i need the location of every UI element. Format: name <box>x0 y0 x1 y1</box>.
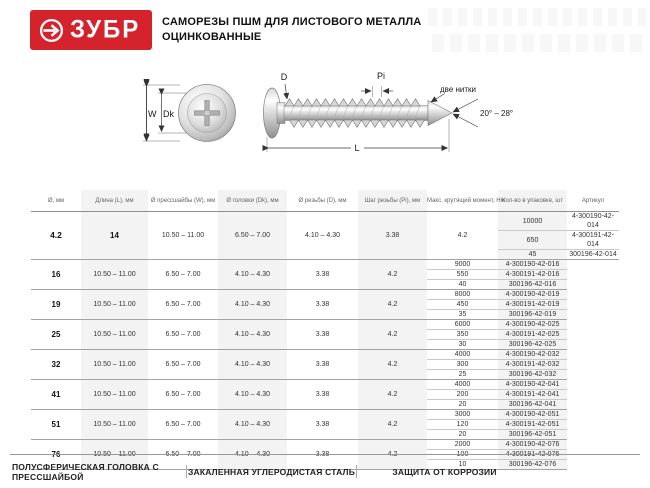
thread-pitch-cell: 3.38 <box>287 440 358 470</box>
article-cell: 300196-42-014 <box>567 250 619 260</box>
table-row <box>31 212 619 231</box>
washer-diameter-cell: 10.50 – 11.00 <box>81 290 148 320</box>
article-cell: 4-300191-42-041 <box>498 390 567 400</box>
col-header-head: Ø головки (Dk), мм <box>218 190 287 212</box>
pack-qty-cell: 4000 <box>427 380 498 390</box>
length-group-14 <box>31 212 619 260</box>
pack-qty-cell: 35 <box>427 310 498 320</box>
article-cell: 4-300190-42-051 <box>498 410 567 420</box>
head-diameter-cell: 6.50 – 7.00 <box>148 320 218 350</box>
screw-diagram <box>0 0 650 190</box>
head-diameter-cell: 6.50 – 7.00 <box>218 212 287 260</box>
pack-qty-cell: 550 <box>427 270 498 280</box>
article-cell: 300196-42-041 <box>498 400 567 410</box>
col-header-thread: Ø резьбы (D), мм <box>287 190 358 212</box>
torque-cell: 4.2 <box>358 440 427 470</box>
pack-qty-cell: 100 <box>427 450 498 460</box>
article-cell: 300196-42-076 <box>498 460 567 470</box>
table-row <box>31 380 619 390</box>
col-header-pack: Кол-во в упаковке, шт <box>498 190 567 212</box>
article-cell: 300196-42-016 <box>498 280 567 290</box>
col-header-torque: Макс. крутящий момент, Нм <box>427 190 498 212</box>
pack-qty-cell: 9000 <box>427 260 498 270</box>
head-diameter-cell: 6.50 – 7.00 <box>148 440 218 470</box>
head-diameter-cell: 6.50 – 7.00 <box>148 350 218 380</box>
length-cell: 41 <box>31 380 81 410</box>
torque-cell: 4.2 <box>358 260 427 290</box>
pack-qty-cell: 350 <box>427 330 498 340</box>
length-cell: 32 <box>31 350 81 380</box>
article-cell: 4-300191-42-025 <box>498 330 567 340</box>
torque-cell: 4.2 <box>358 350 427 380</box>
dim-label-dk: Dk <box>163 109 174 119</box>
length-group-41 <box>31 380 619 410</box>
table-row <box>31 440 619 450</box>
pack-qty-cell: 8000 <box>427 290 498 300</box>
pack-qty-cell: 200 <box>427 390 498 400</box>
length-group-16 <box>31 260 619 290</box>
dim-label-d: D <box>280 72 288 82</box>
dim-label-pi: Pi <box>376 71 386 81</box>
pack-qty-cell: 40 <box>427 280 498 290</box>
col-header-pitch: Шаг резьбы (Pi), мм <box>358 190 427 212</box>
head-top-view <box>143 85 236 142</box>
length-cell: 51 <box>31 410 81 440</box>
pack-qty-cell: 300 <box>427 360 498 370</box>
washer-diameter-cell: 10.50 – 11.00 <box>81 320 148 350</box>
brand-name: ЗУБР <box>70 15 141 44</box>
col-header-washer: Ø прессшайбы (W), мм <box>148 190 218 212</box>
article-cell: 4-300190-42-041 <box>498 380 567 390</box>
length-group-51 <box>31 410 619 440</box>
article-cell: 4-300191-42-019 <box>498 300 567 310</box>
pack-qty-cell: 20 <box>427 400 498 410</box>
article-cell: 4-300190-42-076 <box>498 440 567 450</box>
dim-label-l: L <box>354 143 360 153</box>
pack-qty-cell: 45 <box>498 250 567 260</box>
feature-press-washer-head: ПОЛУСФЕРИЧЕСКАЯ ГОЛОВКА С ПРЕССШАЙБОЙ <box>12 461 159 482</box>
article-cell: 4-300191-42-014 <box>567 231 619 250</box>
col-header-article: Артикул <box>567 190 619 212</box>
pack-qty-cell: 20 <box>427 430 498 440</box>
screw-side-view <box>264 71 514 153</box>
thread-pitch-cell: 3.38 <box>287 410 358 440</box>
length-group-32 <box>31 350 619 380</box>
head-diameter-cell: 6.50 – 7.00 <box>148 260 218 290</box>
article-cell: 4-300190-42-016 <box>498 260 567 270</box>
pack-qty-cell: 2000 <box>427 440 498 450</box>
length-cell: 76 <box>31 440 81 470</box>
pack-qty-cell: 4000 <box>427 350 498 360</box>
article-cell: 4-300190-42-014 <box>567 212 619 231</box>
screw-tip <box>428 101 452 126</box>
article-cell: 300196-42-025 <box>498 340 567 350</box>
torque-cell: 4.2 <box>427 212 498 260</box>
thread-pitch-cell: 3.38 <box>358 212 427 260</box>
title-line-1: САМОРЕЗЫ ПШМ ДЛЯ ЛИСТОВОГО МЕТАЛЛА <box>162 16 422 28</box>
torque-cell: 4.2 <box>358 410 427 440</box>
length-cell: 16 <box>31 260 81 290</box>
tip-angle-label: 20° – 28° <box>480 109 514 118</box>
thread-pitch-cell: 3.38 <box>287 380 358 410</box>
thread-diameter-cell: 4.10 – 4.30 <box>218 380 287 410</box>
col-header-diameter: Ø, мм <box>31 190 81 212</box>
table-row <box>31 350 619 360</box>
thread-diameter-cell: 4.10 – 4.30 <box>218 320 287 350</box>
pack-qty-cell: 25 <box>427 370 498 380</box>
table-row <box>31 410 619 420</box>
pack-qty-cell: 10000 <box>498 212 567 231</box>
thread-diameter-cell: 4.10 – 4.30 <box>218 290 287 320</box>
washer-diameter-cell: 10.50 – 11.00 <box>81 380 148 410</box>
thread-diameter-cell: 4.10 – 4.30 <box>218 440 287 470</box>
article-cell: 300196-42-032 <box>498 370 567 380</box>
pack-qty-cell: 120 <box>427 420 498 430</box>
head-diameter-cell: 6.50 – 7.00 <box>148 290 218 320</box>
table-row <box>31 260 619 270</box>
footer-features <box>10 454 640 488</box>
diameter-cell: 4.2 <box>31 212 81 260</box>
washer-diameter-cell: 10.50 – 11.00 <box>81 260 148 290</box>
two-threads-label: две нитки <box>440 85 477 94</box>
thread-pitch-cell: 3.38 <box>287 350 358 380</box>
article-cell: 4-300191-42-076 <box>498 450 567 460</box>
length-cell: 25 <box>31 320 81 350</box>
title-line-2: ОЦИНКОВАННЫЕ <box>162 30 262 43</box>
feature-hardened-steel: ЗАКАЛЕННАЯ УГЛЕРОДИСТАЯ СТАЛЬ <box>187 466 356 477</box>
article-cell: 4-300190-42-019 <box>498 290 567 300</box>
thread-diameter-cell: 4.10 – 4.30 <box>218 350 287 380</box>
length-group-19 <box>31 290 619 320</box>
thread-diameter-cell: 4.10 – 4.30 <box>218 260 287 290</box>
article-cell: 300196-42-051 <box>498 430 567 440</box>
length-cell: 14 <box>81 212 148 260</box>
length-cell: 19 <box>31 290 81 320</box>
article-cell: 4-300190-42-032 <box>498 350 567 360</box>
thread-pitch-cell: 3.38 <box>287 290 358 320</box>
feature-corrosion-protection: ЗАЩИТА ОТ КОРРОЗИИ <box>392 466 497 477</box>
article-cell: 4-300191-42-016 <box>498 270 567 280</box>
head-diameter-cell: 6.50 – 7.00 <box>148 380 218 410</box>
washer-diameter-cell: 10.50 – 11.00 <box>81 440 148 470</box>
head-diameter-cell: 6.50 – 7.00 <box>148 410 218 440</box>
article-cell: 4-300191-42-051 <box>498 420 567 430</box>
dim-label-w: W <box>148 109 157 119</box>
thread-diameter-cell: 4.10 – 4.30 <box>218 410 287 440</box>
washer-diameter-cell: 10.50 – 11.00 <box>148 212 218 260</box>
col-header-length: Длина (L), мм <box>81 190 148 212</box>
length-group-25 <box>31 320 619 350</box>
torque-cell: 4.2 <box>358 380 427 410</box>
pack-qty-cell: 3000 <box>427 410 498 420</box>
washer-diameter-cell: 10.50 – 11.00 <box>81 410 148 440</box>
table-row <box>31 320 619 330</box>
pack-qty-cell: 650 <box>498 231 567 250</box>
thread-pitch-cell: 3.38 <box>287 260 358 290</box>
torque-cell: 4.2 <box>358 290 427 320</box>
pack-qty-cell: 10 <box>427 460 498 470</box>
table-header-row <box>31 190 619 212</box>
thread-diameter-cell: 4.10 – 4.30 <box>287 212 358 260</box>
thread-pitch-cell: 3.38 <box>287 320 358 350</box>
table-row <box>31 290 619 300</box>
pack-qty-cell: 450 <box>427 300 498 310</box>
torque-cell: 4.2 <box>358 320 427 350</box>
spec-table <box>31 190 619 470</box>
pack-qty-cell: 30 <box>427 340 498 350</box>
article-cell: 4-300190-42-025 <box>498 320 567 330</box>
article-cell: 4-300191-42-032 <box>498 360 567 370</box>
article-cell: 300196-42-019 <box>498 310 567 320</box>
washer-diameter-cell: 10.50 – 11.00 <box>81 350 148 380</box>
pack-qty-cell: 6000 <box>427 320 498 330</box>
